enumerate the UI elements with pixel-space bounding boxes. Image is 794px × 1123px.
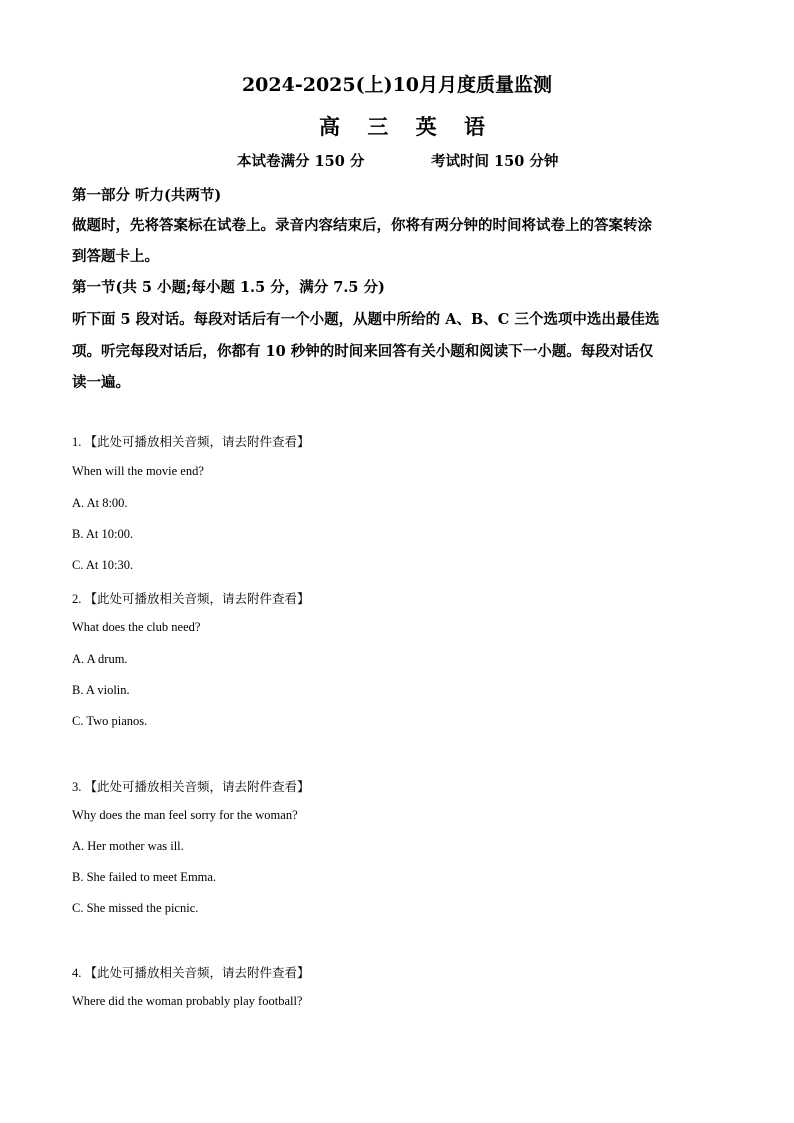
- question-3-header: [72, 777, 310, 795]
- section1-heading: 第一节(共 5 小题;每小题 1.5 分，满分 7.5 分): [72, 279, 385, 296]
- question-number: 4.: [72, 966, 82, 980]
- question-1-option-b: B. At 10:00.: [72, 527, 134, 541]
- exam-time: 考试时间 150 分钟: [431, 153, 559, 170]
- section1-instruction-line1: 听下面 5 段对话。每段对话后有一个小题，从题中所给的 A、B、C 三个选项中选出最佳选: [72, 311, 660, 328]
- question-3-stem: Why does the man feel sorry for the woman?: [72, 808, 298, 822]
- question-4-header: [72, 963, 310, 981]
- exam-title: 2024-2025(上)10月月度质量监测: [241, 74, 553, 96]
- question-number: 1.: [72, 435, 82, 449]
- audio-note-link[interactable]: 【此处可播放相关音频，请去附件查看】: [84, 779, 310, 794]
- question-3-option-b: B. She failed to meet Emma.: [72, 870, 217, 884]
- question-2-header: [72, 589, 310, 607]
- question-1-stem: When will the movie end?: [72, 464, 204, 478]
- question-3-option-a: A. Her mother was ill.: [72, 839, 184, 853]
- section1-instruction-line2: 项。听完每段对话后，你都有 10 秒钟的时间来回答有关小题和阅读下一小题。每段对话仅: [72, 343, 654, 360]
- part1-instruction-line1: 做题时，先将答案标在试卷上。录音内容结束后，你将有两分钟的时间将试卷上的答案转涂: [72, 217, 652, 234]
- question-1-option-c: C. At 10:30.: [72, 558, 134, 572]
- question-1-option-a: A. At 8:00.: [72, 496, 128, 510]
- full-score: 本试卷满分 150 分: [237, 153, 365, 170]
- audio-note-link[interactable]: 【此处可播放相关音频，请去附件查看】: [84, 591, 310, 606]
- audio-note-link[interactable]: 【此处可播放相关音频，请去附件查看】: [84, 965, 310, 980]
- question-1-header: [72, 432, 310, 450]
- question-2-option-b: B. A violin.: [72, 683, 130, 697]
- question-4-stem: Where did the woman probably play football?: [72, 994, 303, 1008]
- question-number: 2.: [72, 592, 82, 606]
- part1-heading: 第一部分 听力(共两节): [72, 187, 222, 204]
- question-2-stem: What does the club need?: [72, 620, 201, 634]
- subject-title: 高 三 英 语: [319, 114, 495, 139]
- part1-instruction-line2: 到答题卡上。: [72, 248, 159, 265]
- question-2-option-c: C. Two pianos.: [72, 714, 148, 728]
- question-number: 3.: [72, 780, 82, 794]
- question-2-option-a: A. A drum.: [72, 652, 128, 666]
- question-3-option-c: C. She missed the picnic.: [72, 901, 199, 915]
- audio-note-link[interactable]: 【此处可播放相关音频，请去附件查看】: [84, 434, 310, 449]
- section1-instruction-line3: 读一遍。: [72, 374, 130, 391]
